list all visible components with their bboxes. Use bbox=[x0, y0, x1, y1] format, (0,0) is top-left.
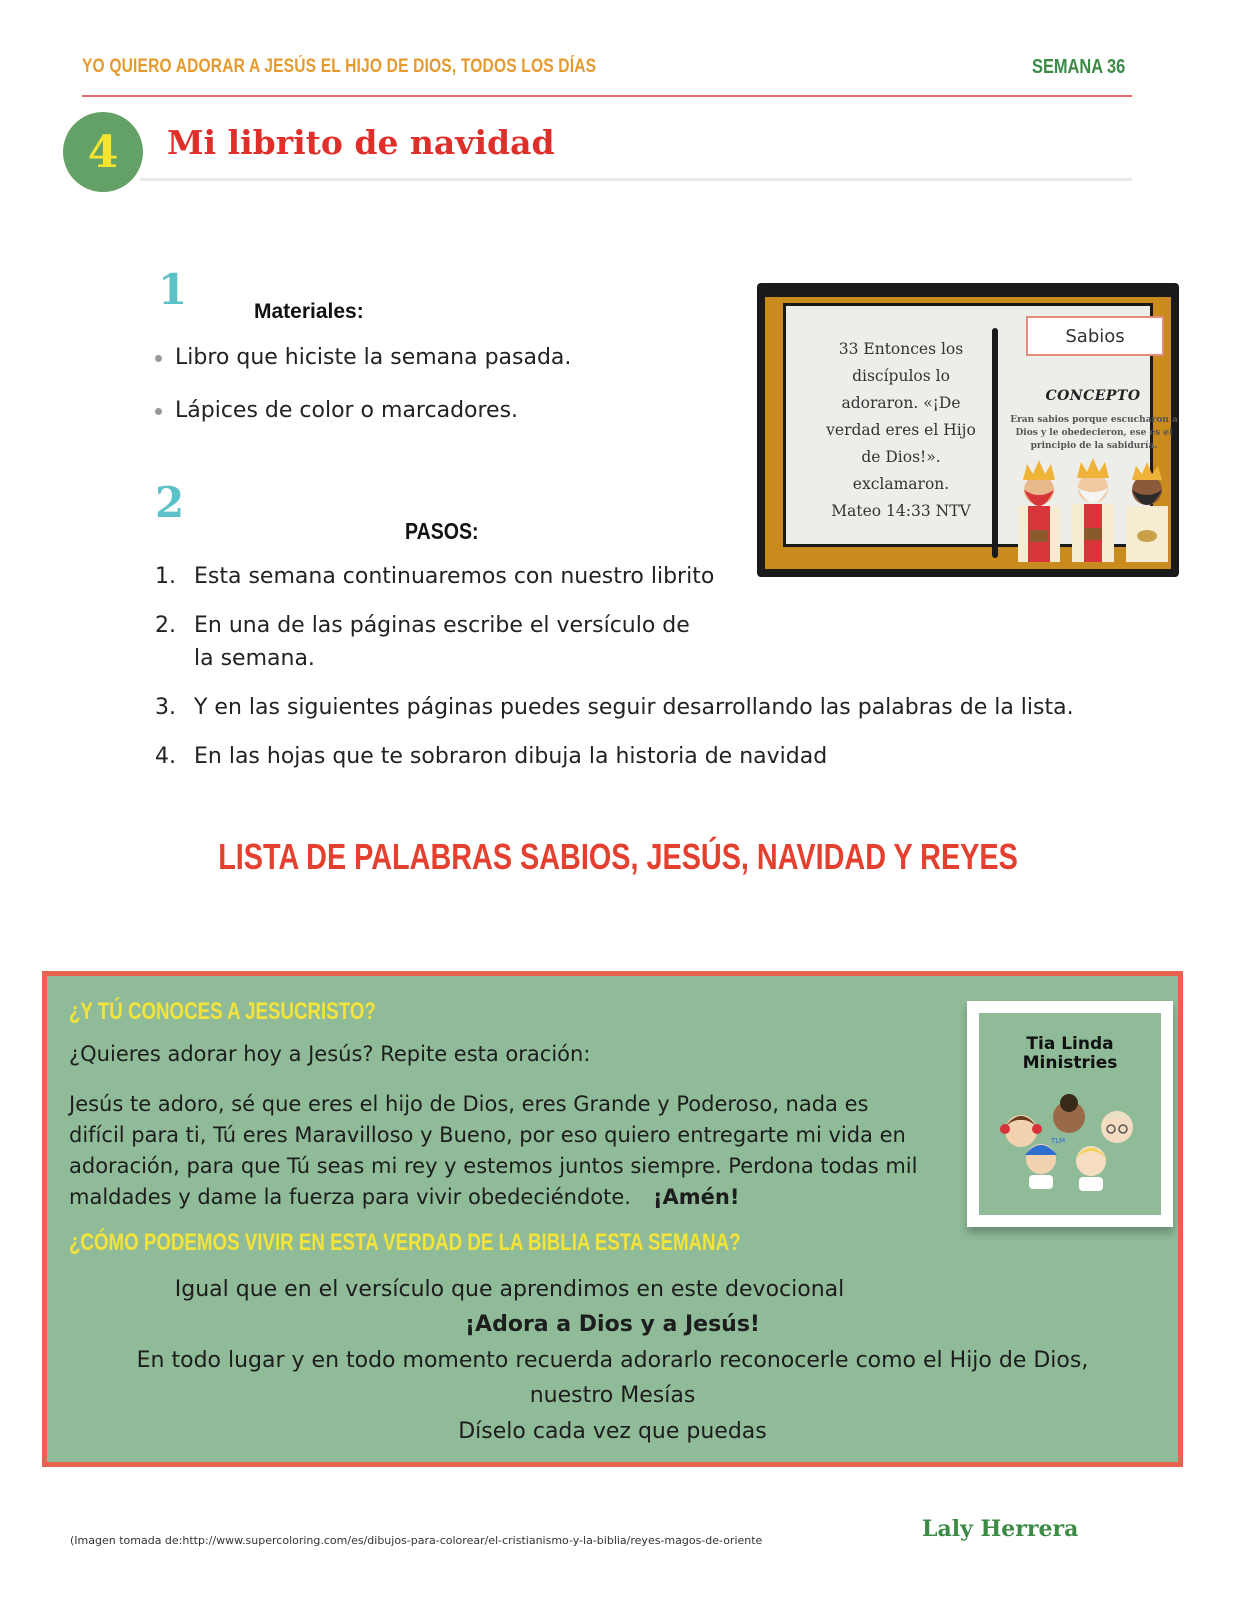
apply-line-3: En todo lugar y en todo momento recuerda adorarlo reconocerle como el Hijo de Dios, bbox=[136, 1348, 1089, 1373]
list-item: 3. Y en las siguientes páginas puedes seguir desarrollando las palabras de la lista. bbox=[155, 695, 1074, 720]
kids-illustration bbox=[991, 1093, 1149, 1193]
callout-heading-1: ¿Y TÚ CONOCES A JESUCRISTO? bbox=[69, 998, 376, 1025]
apply-line-4: nuestro Mesías bbox=[529, 1383, 696, 1408]
list-item: Libro que hiciste la semana pasada. bbox=[155, 340, 571, 376]
three-wise-men-illustration bbox=[1008, 456, 1180, 562]
ministry-logo bbox=[967, 1001, 1173, 1227]
wise-man-icon bbox=[1126, 462, 1168, 562]
concept-label: CONCEPTO bbox=[1045, 388, 1141, 404]
steps-list bbox=[155, 560, 1115, 789]
apply-line-2: ¡Adora a Dios y a Jesús! bbox=[465, 1312, 760, 1337]
list-item: 1. Esta semana continuaremos con nuestro librito bbox=[155, 564, 715, 589]
wise-man-icon bbox=[1018, 460, 1060, 562]
header-divider bbox=[82, 95, 1132, 97]
materials-label: Materiales: bbox=[254, 300, 364, 323]
kid-icon bbox=[1000, 1115, 1042, 1147]
step-number-2: 2 bbox=[155, 478, 185, 527]
steps-label: PASOS: bbox=[405, 518, 479, 544]
materials-list bbox=[155, 340, 571, 446]
booklet-pages bbox=[783, 303, 1178, 547]
word-label: Sabios bbox=[1026, 316, 1164, 356]
list-item: Lápices de color o marcadores. bbox=[155, 393, 571, 429]
booklet-cover bbox=[765, 297, 1178, 569]
author-name: Laly Herrera bbox=[922, 1516, 1079, 1542]
logo-badge: TLM bbox=[1051, 1137, 1066, 1145]
header-title: YO QUIERO ADORAR A JESÚS EL HIJO DE DIOS, TODOS LOS DÍAS bbox=[82, 56, 597, 77]
prayer-text: Jesús te adoro, sé que eres el hijo de Dios, eres Grande y Poderoso, nada es difícil para ti, Tú eres Maravilloso y Bueno, por eso quiero entregarte mi vida en adoración, para que Tú seas mi rey y estemos juntos siempre. Perdona todas mil maldades y dame la fuerza para vivir obedeciéndote. ¡Amén! bbox=[69, 1092, 918, 1209]
apply-line-1: Igual que en el versículo que aprendimos en este devocional bbox=[174, 1277, 845, 1302]
section-divider bbox=[140, 178, 1132, 181]
concept-text: Eran sabios porque escucharon a Dios y le obedecieron, ese es el principio de la sabiduría. bbox=[1010, 415, 1178, 451]
kid-icon bbox=[1101, 1111, 1133, 1143]
callout-heading-2: ¿CÓMO PODEMOS VIVIR EN ESTA VERDAD DE LA BIBLIA ESTA SEMANA? bbox=[69, 1229, 741, 1256]
amen-text: ¡Amén! bbox=[652, 1185, 740, 1209]
verse-text: 33 Entonces los discípulos lo adoraron. «¡De verdad eres el Hijo de Dios!». exclamaron. Mateo 14:33 NTV bbox=[826, 340, 976, 520]
kid-icon bbox=[1053, 1094, 1085, 1133]
section-title: Mi librito de navidad bbox=[167, 123, 555, 162]
prayer-callout bbox=[42, 971, 1183, 1467]
list-item: 4. En las hojas que te sobraron dibuja la historia de navidad bbox=[155, 744, 828, 769]
week-label: SEMANA 36 bbox=[1032, 56, 1126, 78]
kid-icon bbox=[1025, 1144, 1057, 1189]
apply-line-5: Díselo cada vez que puedas bbox=[458, 1419, 767, 1444]
kid-icon bbox=[1075, 1146, 1107, 1191]
callout-intro: ¿Quieres adorar hoy a Jesús? Repite esta oración: bbox=[69, 1042, 591, 1066]
wise-man-icon bbox=[1072, 458, 1114, 562]
word-list-title: LISTA DE PALABRAS SABIOS, JESÚS, NAVIDAD Y REYES bbox=[218, 836, 1018, 877]
logo-text: Tia Linda Ministries bbox=[1022, 1034, 1118, 1073]
section-number-badge: 4 bbox=[63, 112, 143, 192]
booklet-illustration bbox=[757, 283, 1179, 577]
step-number-1: 1 bbox=[158, 265, 188, 314]
booklet-spine bbox=[992, 328, 998, 558]
image-credit: (Imagen tomada de:http://www.supercoloring.com/es/dibujos-para-colorear/el-cristianismo-y-la-biblia/reyes-magos-de-oriente bbox=[70, 1534, 763, 1547]
list-item: 2. En una de las páginas escribe el versículo de la semana. bbox=[155, 613, 690, 671]
